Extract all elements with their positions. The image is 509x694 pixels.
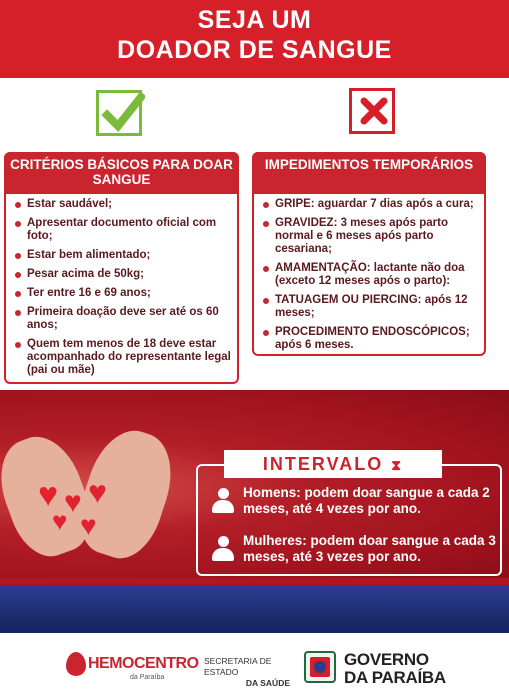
heart-icon: ♥ bbox=[64, 486, 82, 519]
list-item: Ter entre 16 e 69 anos; bbox=[14, 287, 236, 300]
governo-logo bbox=[344, 651, 446, 687]
list-item: Pesar acima de 50kg; bbox=[14, 268, 236, 281]
blue-band bbox=[0, 585, 509, 633]
impediments-title: IMPEDIMENTOS TEMPORÁRIOS bbox=[252, 152, 486, 194]
heart-icon: ♥ bbox=[52, 506, 68, 536]
page-title-line1: SEJA UM bbox=[197, 6, 312, 34]
intervalo-men: Homens: podem doar sangue a cada 2 meses, até 4 vezes por ano. bbox=[243, 485, 490, 516]
woman-icon bbox=[210, 536, 236, 562]
list-item: Estar bem alimentado; bbox=[14, 249, 236, 262]
governo-line2: DA PARAÍBA bbox=[344, 668, 446, 687]
list-item: AMAMENTAÇÃO: lactante não doa (exceto 12 meses após o parto): bbox=[262, 262, 484, 288]
blood-drop-icon bbox=[66, 652, 86, 676]
page-title-line2: DOADOR DE SANGUE bbox=[117, 36, 392, 64]
secretaria-line1: SECRETARIA DE ESTADO bbox=[204, 656, 272, 677]
criteria-title: CRITÉRIOS BÁSICOS PARA DOAR SANGUE bbox=[4, 152, 239, 194]
secretaria-line2: DA SAÚDE bbox=[245, 678, 290, 688]
intervalo-heading bbox=[224, 450, 442, 478]
list-item: Primeira doação deve ser até os 60 anos; bbox=[14, 306, 236, 332]
criteria-list bbox=[14, 198, 236, 383]
hemocentro-logo: HEMOCENTRO bbox=[88, 655, 199, 672]
governo-line1: GOVERNO bbox=[344, 650, 429, 669]
list-item: GRIPE: aguardar 7 dias após a cura; bbox=[262, 198, 484, 211]
list-item: Quem tem menos de 18 deve estar acompanhado do representante legal (pai ou mãe) bbox=[14, 338, 236, 377]
impediments-card bbox=[252, 152, 486, 356]
list-item: Estar saudável; bbox=[14, 198, 236, 211]
list-item: GRAVIDEZ: 3 meses após parto normal e 6 meses após parto cesariana; bbox=[262, 217, 484, 256]
hand-right bbox=[68, 421, 184, 567]
heart-icon: ♥ bbox=[88, 474, 107, 510]
hemocentro-sub: da Paraíba bbox=[130, 674, 165, 681]
heart-icon: ♥ bbox=[80, 510, 97, 541]
list-item: PROCEDIMENTO ENDOSCÓPICOS; após 6 meses. bbox=[262, 326, 484, 352]
check-icon bbox=[96, 90, 142, 136]
secretaria-label bbox=[204, 656, 296, 689]
intervalo-title: INTERVALO bbox=[262, 454, 384, 474]
criteria-card bbox=[4, 152, 239, 384]
impediments-list bbox=[262, 198, 484, 358]
list-item: Apresentar documento oficial com foto; bbox=[14, 217, 236, 243]
heart-icon: ♥ bbox=[38, 476, 59, 514]
crest-icon bbox=[304, 651, 336, 683]
man-icon bbox=[210, 488, 236, 514]
hourglass-icon: ⧗ bbox=[391, 457, 404, 473]
intervalo-women: Mulheres: podem doar sangue a cada 3 meses, até 3 vezes por ano. bbox=[243, 533, 496, 564]
list-item: TATUAGEM OU PIERCING: após 12 meses; bbox=[262, 294, 484, 320]
cross-icon bbox=[349, 88, 395, 134]
